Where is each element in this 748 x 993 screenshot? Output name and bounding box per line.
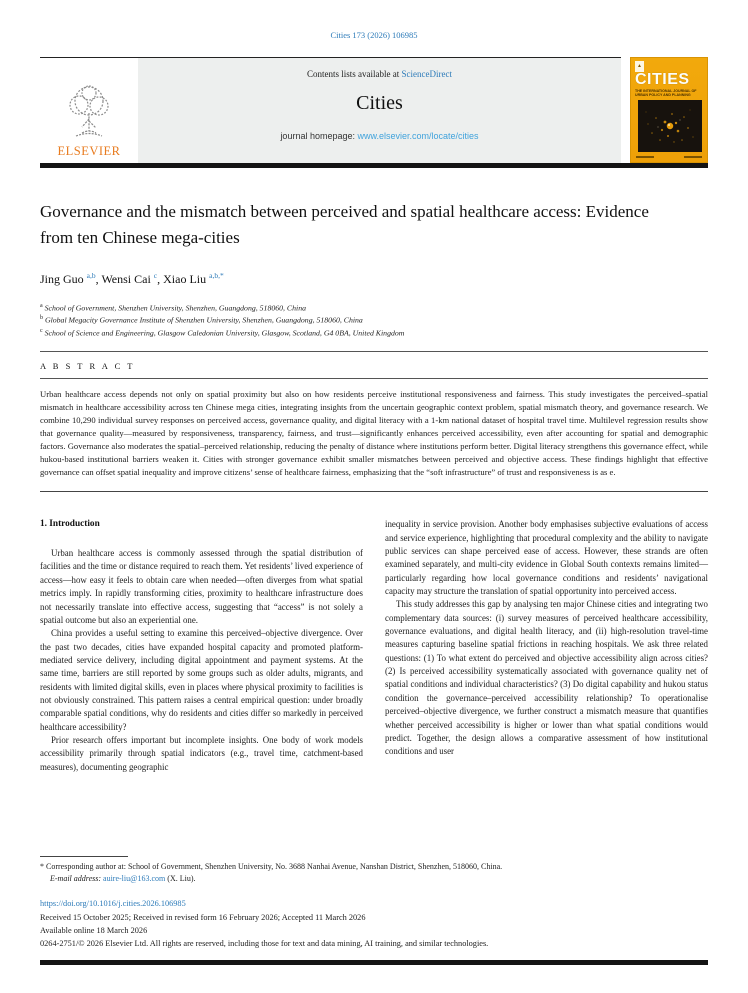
homepage-line: journal homepage: www.elsevier.com/locate/cities: [280, 131, 479, 141]
copyright-line: 0264-2751/© 2026 Elsevier Ltd. All rights are reserved, including those for text and data mining, AI training, and similar technologies.: [40, 939, 489, 949]
journal-title: Cities: [356, 92, 403, 114]
abstract-text: Urban healthcare access depends not only on spatial proximity but also on how residents perceive institutional responsiveness and fairness. This study investigates the perceived–spatial mismatch in healthcare accessibility across ten Chinese mega cities, integrating insights from the uncertain geographic context problem, spatial mismatch theory, and governance research. We combine 10,290 individual survey responses on perceived access, governance quality, and digital literacy with a 1-km national dataset of hospital travel time. Multilevel regression results show that governance quality—measured by responsiveness, transparency, fairness, and trust—significantly enhances perceived accessibility, even after accounting for spatial and demographic factors. Governance also moderates the spatial–perceived relationship, reducing the penalty of distance where institutions perform better. Digital literacy strengthens this governance effect, while hukou-based institutional barriers weaken it. Cities with stronger governance exhibit smaller mismatches between perceived and objective access. These findings highlight that effective governance can offset spatial inequality and improve citizens’ sense of healthcare fairness, emphasizing that the “soft infrastructure” of trust and responsiveness is as e.: [40, 388, 708, 478]
section-heading-introduction: 1. Introduction: [40, 519, 100, 530]
intro-paragraph: China provides a useful setting to examine this perceived–objective divergence. Over the past two decades, cities have expanded hospital capacity and promoted platform-mediated service delivery, including digital appointment and payment systems. At the same time, barriers are still reported by some groups such as older adults, migrants, and residents with limited digital skills, even in places where physical proximity to facilities is not obviously constrained. This pattern raises a central empirical question: under broadly comparable spatial conditions, why do residents and cities differ so markedly in perceived healthcare accessibility?: [40, 628, 363, 732]
cover-title: CITIES: [635, 71, 690, 88]
article-metadata: [40, 898, 708, 951]
author-name[interactable]: Xiao Liu: [163, 271, 207, 286]
article-title: Governance and the mismatch between perceived and spatial healthcare access: Evidence from ten Chinese mega-cities: [40, 202, 649, 248]
journal-header: [40, 57, 708, 163]
header-divider-bar: [40, 163, 708, 168]
author-byline: Jing Guo $^{a,b}$, Wensi Cai $^c$, Xiao Liu $^{a,b,*}$: [40, 270, 224, 286]
contents-line: Contents lists available at ScienceDirect: [307, 69, 452, 79]
author-affil-marker: a,b,*: [209, 270, 224, 280]
doi-link[interactable]: https://doi.org/10.1016/j.cities.2026.106985: [40, 898, 186, 908]
body-columns: [40, 518, 708, 774]
affiliation-b: $^b$ Global Megacity Governance Institute of Shenzhen University, Shenzhen, Guangdong, 518060, China: [40, 315, 363, 325]
abstract-heading-rule: [40, 378, 708, 379]
intro-paragraph: This study addresses this gap by analysing ten major Chinese cities and integrating two complementary data sources: (i) survey measures of perceived healthcare accessibility, governance evaluations, and digital health literacy, and (ii) high-resolution travel-time measures capturing baseline spatial frictions in reaching hospitals. We ask three related questions: (1) To what extent do perceived and objective accessibility align across cities? (2) Is perceived accessibility systematically associated with governance quality net of spatial conditions and individual characteristics? (3) Do digital capability and hukou status condition the governance–perceived accessibility relationship? To operationalise perceived–objective divergence, we further construct a mismatch measure that quantifies whether perceived accessibility is higher or lower than what spatial conditions would predict. Together, the design allows a comparative assessment of how institutional conditions and user: [385, 599, 708, 757]
author-name[interactable]: Jing Guo: [40, 271, 84, 286]
elsevier-tree-icon: [62, 81, 116, 143]
author-name[interactable]: Wensi Cai: [101, 271, 151, 286]
cover-footer-marks: [636, 156, 702, 158]
left-column: [40, 518, 363, 774]
abstract-bottom-rule: [40, 491, 708, 492]
cover-subtitle: THE INTERNATIONAL JOURNAL OF URBAN POLICY AND PLANNING: [635, 89, 697, 98]
intro-paragraph: Prior research offers important but incomplete insights. One body of work models accessibility primarily through spatial indicators (e.g., travel time, catchment-based measures), documenting geographic: [40, 735, 363, 772]
journal-homepage-link[interactable]: www.elsevier.com/locate/cities: [357, 131, 479, 141]
author-affil-marker: c: [153, 270, 158, 280]
corresponding-author-footnote: * Corresponding author at: School of Government, Shenzhen University, No. 3688 Nanhai Avenue, Nanshan District, Shenzhen, 518060, China. E-mail address: auire-liu@163.com (X. Liu).: [40, 861, 503, 883]
abstract-top-rule: [40, 351, 708, 352]
bottom-divider-bar: [40, 960, 708, 965]
available-online: Available online 18 March 2026: [40, 926, 148, 936]
page-footer: [40, 856, 708, 965]
received-dates: Received 15 October 2025; Received in revised form 16 February 2026; Accepted 11 March 2026: [40, 913, 366, 923]
affiliation-c: $^c$ School of Science and Engineering, Glasgow Caledonian University, Glasgow, Scotland, G4 0BA, United Kingdom: [40, 328, 405, 338]
sciencedirect-link[interactable]: ScienceDirect: [401, 69, 452, 79]
cover-city-lights-image: [638, 100, 702, 152]
author-affil-marker: a,b: [86, 270, 96, 280]
intro-paragraph: Urban healthcare access is commonly assessed through the spatial distribution of facilities and the time or distance required to reach them. Yet residents’ lived experience of access—how easy it feels to obtain care when needed—often diverges from what spatial metrics imply. In rapidly transforming cities, proximity to healthcare infrastructure does not necessarily translate into effective access, suggesting that “access” is not solely a spatial outcome but also an experiential one.: [40, 548, 363, 625]
intro-paragraph: inequality in service provision. Another body emphasises subjective evaluations of access and service experience, highlighting that procedural complexity and the ability to navigate public services can shape perceived ease of access. However, these strands are often examined separately, and multi-city evidence in Global South contexts remains limited—particularly regarding how local governance conditions and residents’ navigational capacity may structure the translation of spatial opportunity into perceived access.: [385, 519, 708, 596]
email-link[interactable]: auire-liu@163.com: [101, 873, 166, 883]
footnote-star: *: [40, 861, 44, 871]
affiliation-a: $^a$ School of Government, Shenzhen University, Shenzhen, Guangdong, 518060, China: [40, 302, 306, 313]
elsevier-wordmark: ELSEVIER: [57, 144, 121, 158]
journal-citation: Cities 173 (2026) 106985: [330, 30, 418, 40]
elsevier-logo: [40, 58, 138, 163]
cover-mini-logo: ▲: [635, 61, 644, 72]
right-column: [385, 518, 708, 774]
affiliations: [40, 302, 708, 340]
email-label: E-mail address:: [50, 873, 102, 883]
abstract-heading: A B S T R A C T: [40, 360, 135, 371]
journal-cover-thumbnail[interactable]: [630, 57, 708, 163]
footnote-divider: [40, 856, 128, 857]
journal-banner: [138, 58, 621, 163]
